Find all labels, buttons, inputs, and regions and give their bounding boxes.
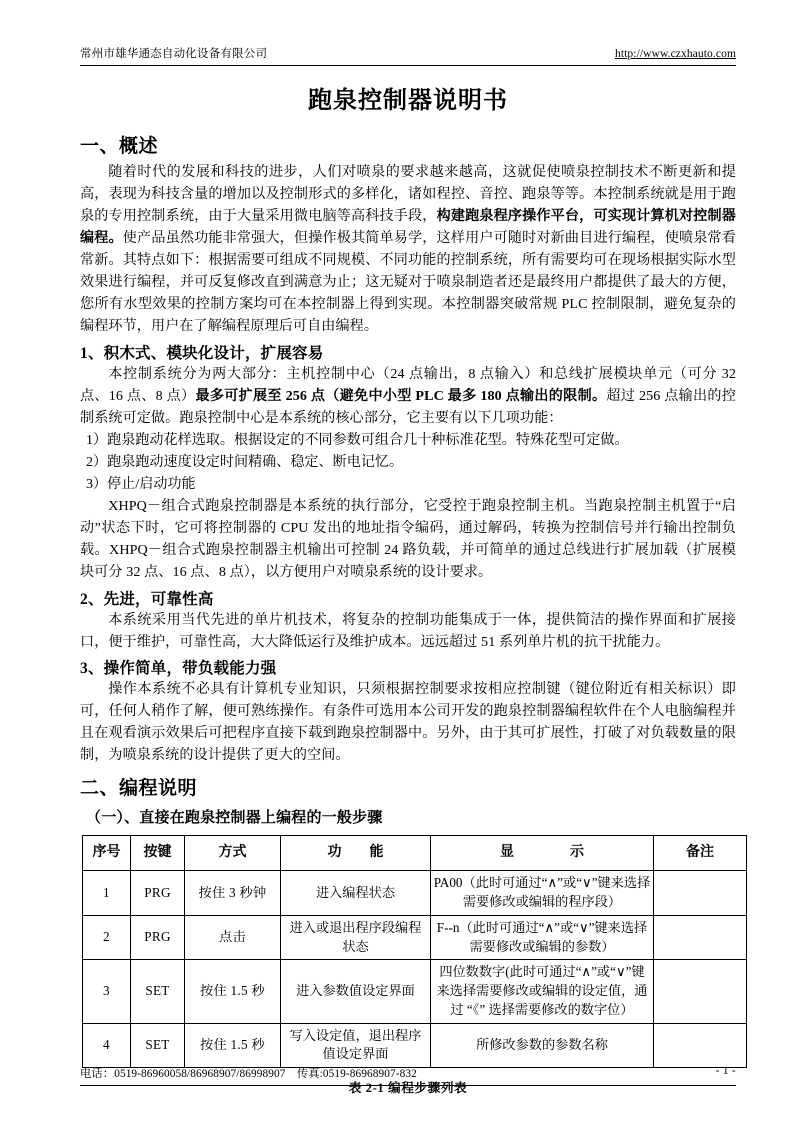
- running-footer: [80, 1065, 736, 1086]
- table-row: [83, 960, 747, 1023]
- cell-no: 2: [83, 915, 131, 959]
- table-row: [83, 915, 747, 959]
- table-caption: 表 2-1 编程步骤列表: [348, 1081, 468, 1096]
- table-row: [83, 1023, 747, 1067]
- cell-note: [654, 915, 747, 959]
- cell-function: 进入或退出程序段编程状态: [281, 915, 431, 959]
- heading-programming-steps: （一）、直接在跑泉控制器上编程的一般步骤: [86, 810, 383, 827]
- column-header-key: 按键: [131, 836, 185, 871]
- cell-key: SET: [131, 960, 185, 1023]
- table-row: [83, 871, 747, 915]
- cell-function: 进入编程状态: [281, 871, 431, 915]
- feature1-text-part2: 超过 256 点输出的控制系统可定做。跑泉控制中心是本系统的核心部分，它主要有以下几项功能：: [80, 387, 736, 426]
- list-item: 1）跑泉跑动花样选取。根据设定的不同参数可组合几十种标准花型。特殊花型可定做。: [86, 431, 629, 448]
- footer-page-number: - 1 -: [715, 1065, 736, 1077]
- heading-feature-2: 2、先进，可靠性高: [80, 590, 214, 608]
- heading-overview: 一、概述: [80, 135, 159, 157]
- cell-no: 3: [83, 960, 131, 1023]
- cell-note: [654, 1023, 747, 1067]
- cell-key: PRG: [131, 871, 185, 915]
- cell-mode: 按住 1.5 秒: [185, 960, 281, 1023]
- header-website-url[interactable]: http://www.czxhauto.com: [614, 48, 736, 60]
- list-item: 3）停止/启动功能: [86, 475, 196, 492]
- column-header-no: 序号: [83, 836, 131, 871]
- cell-function: 进入参数值设定界面: [281, 960, 431, 1023]
- document-title: 跑泉控制器说明书: [308, 87, 508, 114]
- cell-display: F--n（此时可通过“∧”或“∨”键来选择需要修改或编辑的参数）: [431, 915, 654, 959]
- cell-display: 四位数数字(此时可通过“∧”或“∨”键来选择需要修改或编辑的设定值，通过 “《” 选择需要修改的数字位）: [431, 960, 654, 1023]
- cell-note: [654, 871, 747, 915]
- cell-display: 所修改参数的参数名称: [431, 1023, 654, 1067]
- cell-mode: 按住 1.5 秒: [185, 1023, 281, 1067]
- cell-key: PRG: [131, 915, 185, 959]
- cell-display: PA00（此时可通过“∧”或“∨”键来选择需要修改或编辑的程序段）: [431, 871, 654, 915]
- list-item: 2）跑泉跑动速度设定时间精确、稳定、断电记忆。: [86, 453, 404, 470]
- heading-feature-1: 1、积木式、模块化设计，扩展容易: [80, 344, 324, 362]
- paragraph-feature-3: 操作本系统不必具有计算机专业知识，只须根据控制要求按相应控制键（键位附近有相关标识）即可，任何人稍作了解，便可熟练操作。有条件可选用本公司开发的跑泉控制器编程软件在个人电脑编程并且在观看演示效果后可把程序直接下载到跑泉控制器中。另外，由于其可扩展性，打破了对负载数量的限制，为喷泉系统的设计提供了更大的空间。: [80, 681, 736, 764]
- column-header-function: 功 能: [281, 836, 431, 871]
- cell-mode: 按住 3 秒钟: [185, 871, 281, 915]
- cell-mode: 点击: [185, 915, 281, 959]
- cell-function: 写入设定值，退出程序值设定界面: [281, 1023, 431, 1067]
- overview-text-part1: 随着时代的发展和科技的进步，人们对喷泉的要求越来越高，这就促使喷泉控制技术不断更新和提高，表现为科技含量的增加以及控制形式的多样化，诸如程控、音控、跑泉等等。本控制系统就是用于跑泉的专用控制系统，由于大量采用微电脑等高科技手段，: [80, 163, 736, 224]
- feature1-text-part1: 本控制系统分为两大部分：主机控制中心（24 点输出，8 点输入）和总线扩展模块单元（可分 32 点、16 点、8 点）: [80, 365, 736, 404]
- column-header-note: 备注: [654, 836, 747, 871]
- overview-text-part2: 使产品虽然功能非常强大，但操作极其简单易学，这样用户可随时对新曲目进行编程，使喷泉常看常新。其特点如下：根据需要可组成不同规模、不同功能的控制系统，所有需要均可在现场根据实际水型效果进行编程，并可反复修改直到满意为止；这无疑对于喷泉制造者还是最终用户都提供了最大的方便，您所有水型效果的控制方案均可在本控制器上得到实现。本控制器突破常规 PLC 控制限制，避免复杂的编程环节，用户在了解编程原理后可自由编程。: [80, 229, 736, 334]
- running-header: [80, 48, 736, 66]
- cell-no: 4: [83, 1023, 131, 1067]
- feature1-text-emphasis: 最多可扩展至 256 点（避免中小型 PLC 最多 180 点输出的限制。: [195, 387, 607, 404]
- paragraph-feature-2: 本系统采用当代先进的单片机技术，将复杂的控制功能集成于一体，提供简洁的操作界面和扩展接口，便于维护，可靠性高，大大降低运行及维护成本。远远超过 51 系列单片机的抗干扰能力。: [80, 611, 736, 650]
- footer-contact-info: 电话：0519-86960058/86968907/86998907 传真:0519-86968907-832: [80, 1068, 417, 1080]
- column-header-display: 显 示: [431, 836, 654, 871]
- cell-no: 1: [83, 871, 131, 915]
- heading-programming: 二、编程说明: [80, 778, 198, 800]
- overview-text-emphasis: 构建跑泉程序操作平台，可实现计算机对控制器编程。: [80, 207, 736, 246]
- table-header-row: [83, 836, 747, 871]
- paragraph-overview: [80, 162, 736, 338]
- paragraph-feature-1: [80, 364, 736, 430]
- paragraph-xhpq-description: XHPQ－组合式跑泉控制器是本系统的执行部分，它受控于跑泉控制主机。当跑泉控制主机置于“启动”状态下时，它可将控制器的 CPU 发出的地址指令编码，通过解码，转换为控制信号并行输出控制负载。XHPQ－组合式跑泉控制器主机输出可控制 24 路负载，并可简单的通过总线进行扩展加载（扩展模块可分 32 点、16 点、8 点），以方便用户对喷泉系统的设计要求。: [80, 497, 736, 580]
- cell-note: [654, 960, 747, 1023]
- column-header-mode: 方式: [185, 836, 281, 871]
- cell-key: SET: [131, 1023, 185, 1067]
- heading-feature-3: 3、操作简单，带负载能力强: [80, 660, 277, 678]
- header-company-name: 常州市雄华通态自动化设备有限公司: [80, 48, 268, 60]
- programming-steps-table: [82, 835, 747, 1068]
